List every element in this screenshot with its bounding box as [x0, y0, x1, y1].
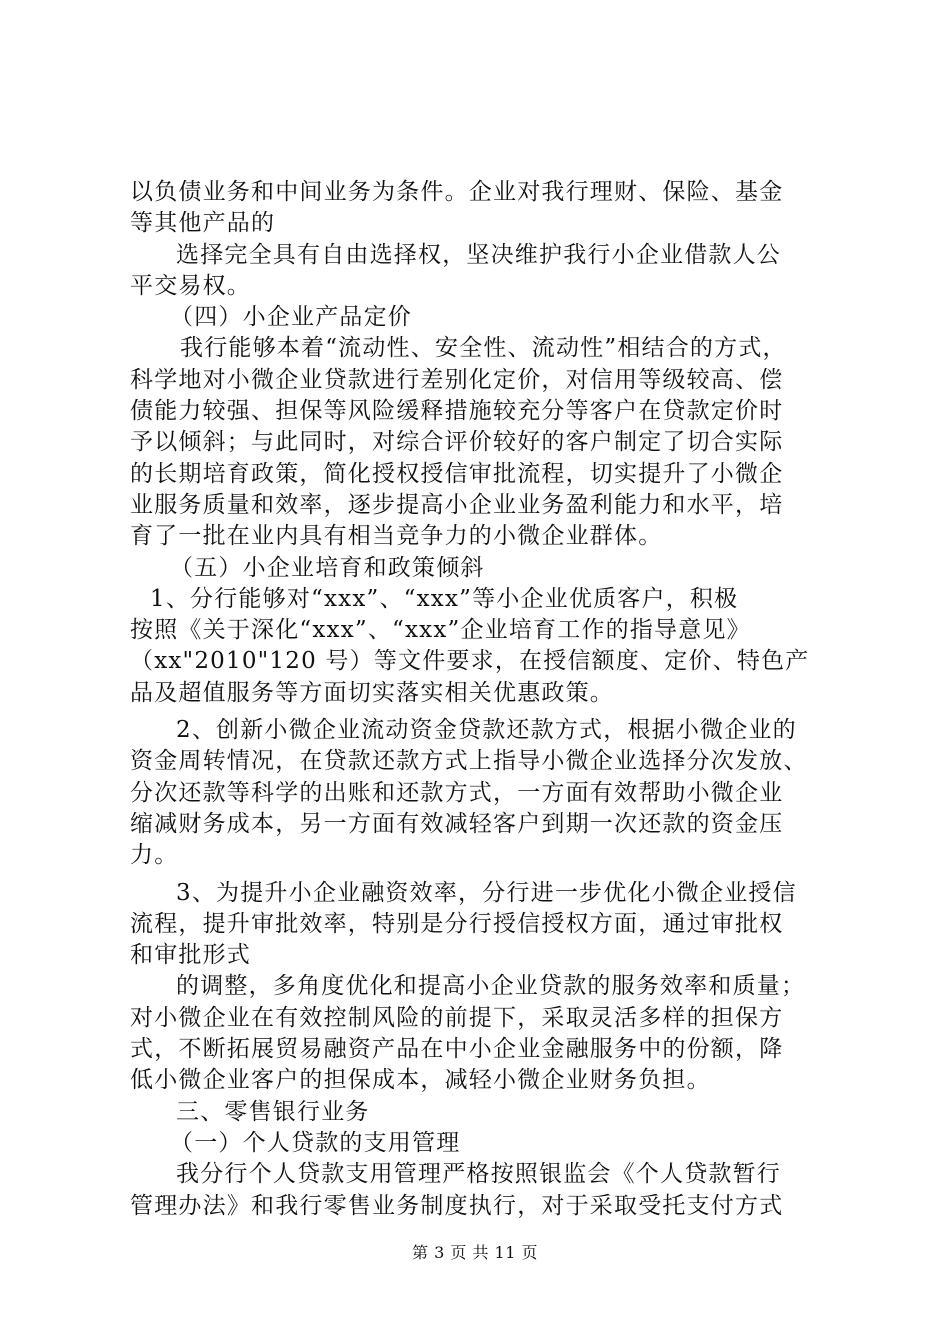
- body-line: 对小微企业在有效控制风险的前提下，采取灵活多样的担保方: [130, 1004, 784, 1031]
- body-line: 的长期培育政策，简化授权授信审批流程，切实提升了小微企: [130, 460, 784, 487]
- body-line: 品及超值服务等方面切实落实相关优惠政策。: [130, 679, 614, 706]
- body-line: 业服务质量和效率，逐步提高小企业业务盈利能力和水平，培: [130, 491, 784, 518]
- section-heading: （五）小企业培育和政策倾斜: [170, 554, 485, 581]
- body-line: 管理办法》和我行零售业务制度执行，对于采取受托支付方式: [130, 1192, 784, 1219]
- body-line: 流程，提升审批效率，特别是分行授信授权方面，通过审批权: [130, 910, 784, 937]
- body-line: 债能力较强、担保等风险缓释措施较充分等客户在贷款定价时: [130, 398, 784, 425]
- body-line: 选择完全具有自由选择权，坚决维护我行小企业借款人公: [176, 241, 781, 268]
- body-line: 的调整，多角度优化和提高小企业贷款的服务效率和质量；: [176, 973, 806, 1000]
- body-line: 2、创新小微企业流动资金贷款还款方式，根据小微企业的: [176, 717, 797, 744]
- body-line: 按照《关于深化“xxx”、“xxx”企业培育工作的指导意见》: [130, 617, 751, 644]
- body-line: 力。: [130, 842, 179, 869]
- body-line: 等其他产品的: [130, 210, 276, 237]
- body-line: 3、为提升小企业融资效率，分行进一步优化小微企业授信: [176, 879, 797, 906]
- body-line: 低小微企业客户的担保成本，减轻小微企业财务负担。: [130, 1067, 711, 1094]
- body-line: 予以倾斜；与此同时，对综合评价较好的客户制定了切合实际: [130, 429, 784, 456]
- body-line: 我分行个人贷款支用管理严格按照银监会《个人贷款暂行: [176, 1161, 781, 1188]
- body-line: 1、分行能够对“xxx”、“xxx”等小企业优质客户，积极: [150, 585, 739, 612]
- body-line: 育了一批在业内具有相当竞争力的小微企业群体。: [130, 523, 663, 550]
- body-line: 缩减财务成本，另一方面有效减轻客户到期一次还款的资金压: [130, 810, 784, 837]
- body-line: 以负债业务和中间业务为条件。企业对我行理财、保险、基金: [130, 179, 784, 205]
- body-line: 平交易权。: [130, 272, 251, 299]
- body-line: 式，不断拓展贸易融资产品在中小企业金融服务中的份额，降: [130, 1036, 784, 1063]
- document-body: [130, 177, 830, 1222]
- section-heading: （四）小企业产品定价: [170, 304, 412, 331]
- body-line: 我行能够本着“流动性、安全性、流动性”相结合的方式，: [180, 335, 787, 362]
- section-heading: （一）个人贷款的支用管理: [170, 1129, 461, 1156]
- page-number-footer: 第 3 页 共 11 页: [412, 1243, 538, 1262]
- body-line: （xx"2010"120 号）等文件要求，在授信额度、定价、特色产: [130, 648, 810, 675]
- body-line: 分次还款等科学的出账和还款方式，一方面有效帮助小微企业: [130, 779, 784, 806]
- body-line: 资金周转情况，在贷款还款方式上指导小微企业选择分次发放、: [130, 748, 808, 775]
- section-heading: 三、零售银行业务: [176, 1098, 370, 1125]
- body-line: 和审批形式: [130, 942, 251, 969]
- body-line: 科学地对小微企业贷款进行差别化定价，对信用等级较高、偿: [130, 366, 784, 393]
